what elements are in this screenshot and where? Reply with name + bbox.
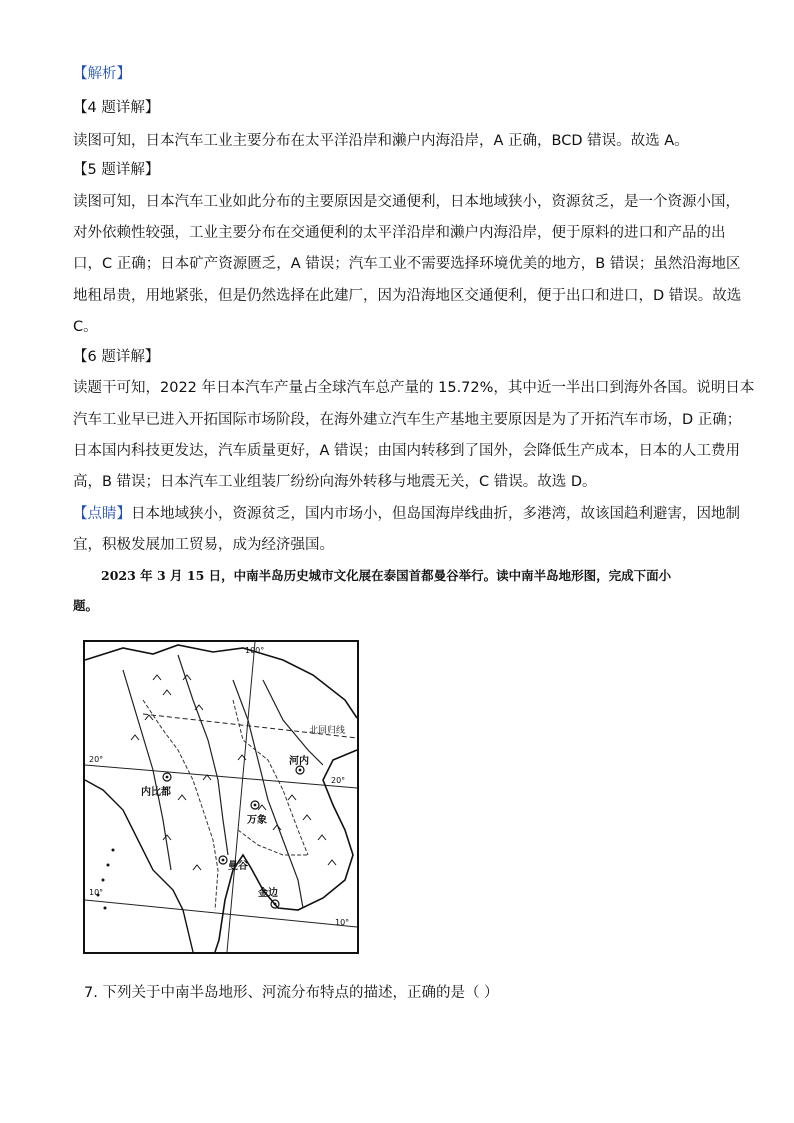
q5-line-5: C。	[73, 319, 98, 335]
q6-line-2: 汽车工业早已进入开拓国际市场阶段，在海外建立汽车生产基地主要原因是为了开拓汽车市场，D 正确；	[73, 412, 742, 428]
lat-20-left-label: 20°	[89, 755, 104, 764]
q5-heading: 【5 题详解】	[73, 162, 160, 178]
lat-10-right-label: 10°	[335, 918, 350, 927]
lat-20-right-label: 20°	[331, 776, 346, 785]
q5-line-4: 地租昂贵，用地紧张，但是仍然选择在此建厂，因为沿海地区交通便利，便于出口和进口，D 错误。故选	[73, 288, 742, 304]
q5-line-3: 口，C 正确；日本矿产资源匮乏，A 错误；汽车工业不需要选择环境优美的地方，B 错误；虽然沿海地区	[73, 256, 741, 272]
lon-100-label: 100°	[245, 646, 265, 655]
bangkok-label: 曼谷	[228, 861, 248, 872]
q5-line-1: 读图可知，日本汽车工业如此分布的主要原因是交通便利，日本地域狭小，资源贫乏，是一个资源小国，	[73, 194, 740, 210]
q6-line-1: 读题干可知，2022 年日本汽车产量占全球汽车总产量的 15.72%，其中近一半出口到海外各国。说明日本	[73, 380, 755, 396]
passage-line-1: 2023 年 3 月 15 日，中南半岛历史城市文化展在泰国首都曼谷举行。读中南半岛地形图，完成下面小	[101, 568, 672, 583]
indochina-terrain-map	[83, 640, 359, 954]
lat-10-left-label: 10°	[89, 888, 104, 897]
naypyidaw-label: 内比都	[141, 787, 171, 798]
q4-text: 读图可知，日本汽车工业主要分布在太平洋沿岸和濑户内海沿岸，A 正确，BCD 错误。故选 A。	[73, 133, 689, 149]
tip-line-1	[73, 504, 740, 524]
tip-line-2: 宜，积极发展加工贸易，成为经济强国。	[73, 537, 334, 553]
q4-heading: 【4 题详解】	[73, 100, 160, 116]
hanoi-label: 河内	[289, 756, 309, 767]
q5-line-2: 对外依赖性较强，工业主要分布在交通便利的太平洋沿岸和濑户内海沿岸，便于原料的进口和产品的出	[73, 225, 726, 241]
passage-line-2: 题。	[73, 598, 99, 613]
tip-label: 【点睛】	[73, 506, 131, 522]
tip-text-1: 日本地域狭小，资源贫乏，国内市场小，但岛国海岸线曲折，多港湾，故该国趋利避害，因地制	[131, 506, 740, 522]
map-frame	[84, 641, 358, 953]
question-7: 7. 下列关于中南半岛地形、河流分布特点的描述，正确的是（ ）	[84, 985, 499, 1001]
q6-line-4: 高，B 错误；日本汽车工业组装厂纷纷向海外转移与地震无关，C 错误。故选 D。	[73, 474, 597, 490]
q6-line-3: 日本国内科技更发达，汽车质量更好，A 错误；由国内转移到了国外，会降低生产成本，日本的人工费用	[73, 443, 741, 459]
vientiane-label: 万象	[247, 815, 267, 826]
phnompenh-label: 金边	[258, 888, 278, 899]
tropic-label: 北回归线	[309, 726, 346, 736]
analysis-heading: 【解析】	[73, 66, 131, 82]
q6-heading: 【6 题详解】	[73, 349, 160, 365]
